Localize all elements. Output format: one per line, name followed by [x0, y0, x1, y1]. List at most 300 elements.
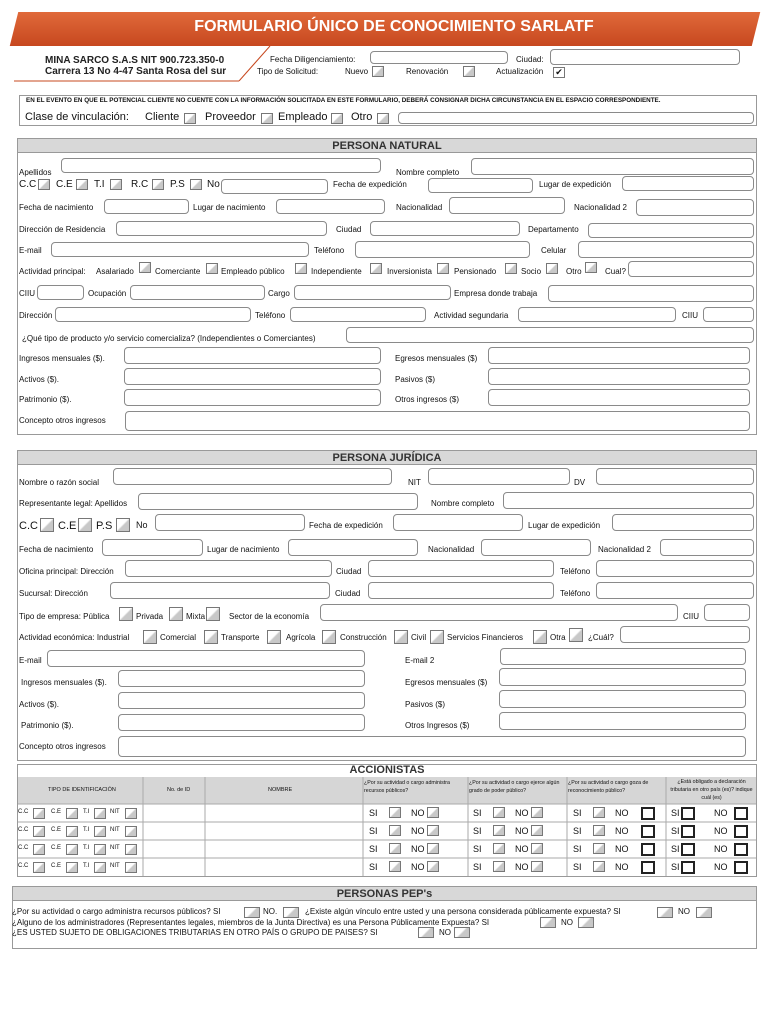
- actualizacion-checkbox[interactable]: ✔: [553, 67, 565, 78]
- acc-h-nombre: NOMBRE: [268, 787, 293, 793]
- otrosing-pj-input[interactable]: [499, 712, 746, 730]
- acc-row-no-label: NO: [411, 808, 425, 818]
- acc-row-no-checkbox[interactable]: [427, 807, 439, 818]
- cliente-checkbox[interactable]: [184, 113, 196, 124]
- ps-pj-checkbox[interactable]: [116, 518, 130, 532]
- acc-row-si-checkbox[interactable]: [493, 807, 505, 818]
- doc-pj-input[interactable]: [155, 514, 305, 531]
- publica-checkbox[interactable]: [119, 607, 133, 621]
- acc-row-nit-label: NIT: [110, 827, 120, 833]
- ingm-pj-label: Ingresos mensuales ($).: [21, 678, 107, 687]
- ocup-label: Ocupación: [88, 289, 127, 298]
- act-label: Actividad principal:: [19, 267, 86, 276]
- acc-row-nit-checkbox[interactable]: [125, 862, 137, 873]
- rc-checkbox[interactable]: [152, 179, 164, 190]
- acc-row-si-checkbox[interactable]: [389, 843, 401, 854]
- persona-juridica-title: PERSONA JURÍDICA: [18, 451, 756, 465]
- acc-row-si-checkbox[interactable]: [593, 843, 605, 854]
- nombre-pj-input[interactable]: [503, 492, 754, 509]
- rep-input[interactable]: [138, 493, 418, 510]
- suc-label: Sucursal: Dirección: [19, 589, 88, 598]
- fnac-pj-label: Fecha de nacimiento: [19, 545, 94, 554]
- pen-label: Pensionado: [454, 267, 497, 276]
- rc-label: R.C: [131, 179, 149, 190]
- email-pn-input[interactable]: [51, 242, 309, 257]
- pep-l1-si-checkbox[interactable]: [244, 907, 260, 918]
- ce-checkbox[interactable]: [76, 179, 88, 190]
- ind-label: Independiente: [311, 267, 362, 276]
- acc-row-ce-label: C.E: [51, 845, 62, 851]
- otra-checkbox[interactable]: [569, 628, 583, 642]
- tel-pn-label: Teléfono: [314, 246, 345, 255]
- ingm-pn-input[interactable]: [124, 347, 381, 364]
- pasivos-pn-label: Pasivos ($): [395, 375, 436, 384]
- comercial-label: Comercial: [160, 633, 197, 642]
- cel-input[interactable]: [578, 241, 754, 258]
- pep-l3-no-checkbox[interactable]: [454, 927, 470, 938]
- razon-input[interactable]: [113, 468, 392, 485]
- acc-row-ti-checkbox[interactable]: [94, 844, 106, 855]
- proveedor-label: Proveedor: [205, 111, 256, 123]
- inv-checkbox[interactable]: [437, 263, 449, 274]
- acc-row-si-label: SI: [671, 826, 680, 836]
- acc-row-cc-checkbox[interactable]: [33, 844, 45, 855]
- acc-row-ti-label: T.I: [83, 809, 90, 815]
- asal-label: Asalariado: [96, 267, 134, 276]
- acc-row-si-checkbox[interactable]: [681, 825, 695, 838]
- nac-input[interactable]: [449, 197, 565, 214]
- acc-row-no-checkbox[interactable]: [531, 843, 543, 854]
- acc-row-si-label: SI: [369, 844, 378, 854]
- acteco-label: Actividad económica: Industrial: [19, 633, 130, 642]
- acc-row-no-checkbox[interactable]: [531, 807, 543, 818]
- nac-label: Nacionalidad: [396, 203, 443, 212]
- acc-row-si-checkbox[interactable]: [389, 807, 401, 818]
- accionistas-title: ACCIONISTAS: [349, 764, 425, 776]
- industrial-checkbox[interactable]: [143, 630, 157, 644]
- acc-row-no-label: NO: [714, 808, 728, 818]
- acc-row-no-label: NO: [411, 862, 425, 872]
- renovacion-checkbox[interactable]: [463, 66, 475, 77]
- apellidos-input[interactable]: [61, 158, 381, 173]
- pep-l1b: NO.: [263, 907, 278, 916]
- ciiu-pj-label: CIIU: [683, 612, 699, 621]
- notice-text: EN EL EVENTO EN QUE EL POTENCIAL CLIENTE NO CUENTE CON LA INFORMACIÓN SOLICITADA EN ESTE FORMULARIO, DEBERÁ CONSIGNAR DICHA CIRCUNSTANCIA EN EL ESPACIO CORRESPONDIENTE.: [26, 97, 661, 104]
- pep-l2-si-checkbox[interactable]: [540, 917, 556, 928]
- pep-l2a: ¿Alguno de los administradores (Representantes legales, miembros de la Junta Directiva) es una Persona Públicamente Expuesta? SI: [12, 918, 490, 927]
- acc-h-recursos: ¿Por su actividad o cargo administra recursos públicos?: [364, 780, 450, 794]
- soc-checkbox[interactable]: [546, 263, 558, 274]
- acc-row-ce-label: C.E: [51, 827, 62, 833]
- empresa-label: Empresa donde trabaja: [454, 289, 538, 298]
- pep-l3a: ¿ES USTED SUJETO DE OBLIGACIONES TRIBUTARIAS EN OTRO PAÍS O GRUPO DE PAISES? SI: [12, 928, 378, 937]
- tel-pj-label: Teléfono: [560, 567, 591, 576]
- acc-row-no-label: NO: [515, 844, 529, 854]
- acc-row-nit-checkbox[interactable]: [125, 826, 137, 837]
- nuevo-label: Nuevo: [345, 67, 369, 76]
- acc-row-si-checkbox[interactable]: [593, 807, 605, 818]
- emp-checkbox[interactable]: [295, 263, 307, 274]
- activos-pj-input[interactable]: [118, 692, 365, 709]
- acc-row-ce-label: C.E: [51, 863, 62, 869]
- nac-pj-input[interactable]: [481, 539, 591, 556]
- proveedor-checkbox[interactable]: [261, 113, 273, 124]
- cual-input[interactable]: [628, 261, 754, 277]
- lexp-pj-label: Lugar de expedición: [528, 521, 601, 530]
- agricola-label: Agrícola: [286, 633, 316, 642]
- construccion-checkbox[interactable]: [394, 630, 408, 644]
- acc-row-si-checkbox[interactable]: [593, 825, 605, 836]
- fnac-input[interactable]: [104, 199, 189, 214]
- fnac-pj-input[interactable]: [102, 539, 203, 556]
- ocup-input[interactable]: [130, 285, 265, 300]
- doc-number-input[interactable]: [221, 179, 328, 194]
- acc-row-ti-label: T.I: [83, 863, 90, 869]
- ti-checkbox[interactable]: [110, 179, 122, 190]
- inv-label: Inversionista: [387, 267, 432, 276]
- acc-row-no-label: NO: [411, 844, 425, 854]
- lnac-pj-input[interactable]: [288, 539, 418, 556]
- nombre-label: Nombre completo: [396, 168, 460, 177]
- ofi-label: Oficina principal: Dirección: [19, 567, 114, 576]
- lexp-pj-input[interactable]: [612, 514, 754, 531]
- acc-row-nit-label: NIT: [110, 863, 120, 869]
- pep-l1c: ¿Existe algún vínculo entre usted y una persona considerada públicamente expuesta? SI: [305, 907, 621, 916]
- ciudad-pj-input[interactable]: [368, 560, 554, 577]
- acc-row-ce-checkbox[interactable]: [66, 862, 78, 873]
- acc-row-cc-label: C.C: [18, 809, 29, 815]
- acc-row-ce-checkbox[interactable]: [66, 826, 78, 837]
- ofi-input[interactable]: [125, 560, 332, 577]
- email2-pj-label: E-mail 2: [405, 656, 435, 665]
- lnac-input[interactable]: [276, 199, 385, 214]
- acc-row-si-label: SI: [671, 862, 680, 872]
- acc-row-cc-label: C.C: [18, 827, 29, 833]
- acc-row-si-label: SI: [473, 844, 482, 854]
- email2-pj-input[interactable]: [500, 648, 746, 665]
- fexp-pj-input[interactable]: [393, 514, 523, 531]
- acc-row-ce-label: C.E: [51, 809, 62, 815]
- cargo-input[interactable]: [294, 285, 451, 300]
- acc-row-no-label: NO: [714, 844, 728, 854]
- ciiu2-input[interactable]: [703, 307, 754, 322]
- cc-label: C.C: [19, 179, 37, 190]
- sector-input[interactable]: [320, 604, 678, 621]
- empresa-input[interactable]: [548, 285, 754, 302]
- pep-l1c-si-checkbox[interactable]: [657, 907, 673, 918]
- pep-l2-no-checkbox[interactable]: [578, 917, 594, 928]
- acc-row-si-label: SI: [573, 826, 582, 836]
- acc-row-si-label: SI: [473, 826, 482, 836]
- ciudad-pj-label: Ciudad: [336, 567, 362, 576]
- tipo-label: Tipo de Solicitud:: [257, 67, 319, 76]
- acc-row-ti-checkbox[interactable]: [94, 862, 106, 873]
- acc-row-no-checkbox[interactable]: [531, 861, 543, 872]
- ciiu2-label: CIIU: [682, 311, 698, 320]
- cc-checkbox[interactable]: [38, 179, 50, 190]
- acc-row-si-label: SI: [473, 808, 482, 818]
- actsec-input[interactable]: [518, 307, 676, 322]
- pasivos-pj-label: Pasivos ($): [405, 700, 446, 709]
- cliente-label: Cliente: [145, 111, 180, 123]
- acc-row-no-checkbox[interactable]: [734, 843, 748, 856]
- comercial-checkbox[interactable]: [204, 630, 218, 644]
- patrimonio-pn-input[interactable]: [124, 389, 381, 406]
- nac-pj-label: Nacionalidad: [428, 545, 475, 554]
- direccion-input[interactable]: [55, 307, 251, 322]
- pasivos-pj-input[interactable]: [499, 690, 746, 708]
- form-title: FORMULARIO ÚNICO DE CONOCIMIENTO SARLATF: [194, 18, 594, 35]
- acc-row-no-checkbox[interactable]: [427, 861, 439, 872]
- acc-h-reconocimiento: ¿Por su actividad o cargo goza de reconocimiento público?: [568, 780, 649, 794]
- cual-pj-label: ¿Cuál?: [588, 633, 614, 642]
- nombre-pj-label: Nombre completo: [431, 499, 495, 508]
- actualizacion-label: Actualización: [496, 67, 544, 76]
- acc-row-si-label: SI: [671, 808, 680, 818]
- acc-row-no-checkbox[interactable]: [641, 825, 655, 838]
- civil-checkbox[interactable]: [430, 630, 444, 644]
- depto-input[interactable]: [588, 223, 754, 238]
- fecha-label: Fecha Diligenciamiento:: [270, 55, 356, 64]
- servicios-checkbox[interactable]: [533, 630, 547, 644]
- sector-label: Sector de la economía: [229, 612, 310, 621]
- acc-h-tributaria: ¿Está obligado a declaración tributaria en otro país (es)? indique cuál (es): [670, 779, 753, 801]
- nac2-pj-input[interactable]: [660, 539, 754, 556]
- acc-row-no-label: NO: [714, 826, 728, 836]
- otrosing-pn-input[interactable]: [488, 389, 750, 406]
- privada-checkbox[interactable]: [169, 607, 183, 621]
- dv-input[interactable]: [596, 468, 754, 485]
- tel2-pj-input[interactable]: [596, 582, 754, 599]
- acc-row-nit-checkbox[interactable]: [125, 808, 137, 819]
- acc-row-si-checkbox[interactable]: [389, 825, 401, 836]
- tel2-pj-label: Teléfono: [560, 589, 591, 598]
- concepto-pj-label: Concepto otros ingresos: [19, 742, 106, 751]
- pep-l2b: NO: [561, 918, 573, 927]
- acc-row-nit-label: NIT: [110, 809, 120, 815]
- ciudad-pn-input[interactable]: [370, 221, 520, 236]
- producto-label: ¿Qué tipo de producto y/o servicio comercializa? (Independientes o Comerciantes): [22, 334, 316, 343]
- ciiu-label: CIIU: [19, 289, 35, 298]
- otro-label: Otro: [351, 111, 373, 123]
- ce-label: C.E: [56, 179, 73, 190]
- acc-row-nit-checkbox[interactable]: [125, 844, 137, 855]
- acc-row-no-checkbox[interactable]: [427, 843, 439, 854]
- tel-pj-input[interactable]: [596, 560, 754, 577]
- ingm-pj-input[interactable]: [118, 670, 365, 687]
- pasivos-pn-input[interactable]: [488, 368, 750, 385]
- egm-pj-input[interactable]: [499, 668, 746, 686]
- tel-pn-input[interactable]: [355, 241, 530, 258]
- civil-label: Civil: [411, 633, 427, 642]
- nombre-input[interactable]: [471, 158, 754, 175]
- acc-row-no-checkbox[interactable]: [427, 825, 439, 836]
- nuevo-checkbox[interactable]: [372, 66, 384, 77]
- nac2-label: Nacionalidad 2: [574, 203, 627, 212]
- email-pj-input[interactable]: [47, 650, 365, 667]
- acc-row-ti-checkbox[interactable]: [94, 808, 106, 819]
- transporte-label: Transporte: [221, 633, 260, 642]
- vinculacion-label: Clase de vinculación:: [25, 111, 129, 123]
- acc-row-cc-label: C.C: [18, 863, 29, 869]
- privada-label: Privada: [136, 612, 164, 621]
- company-address: Carrera 13 No 4-47 Santa Rosa del sur: [45, 66, 227, 77]
- acc-row-ti-checkbox[interactable]: [94, 826, 106, 837]
- ciiu-input[interactable]: [37, 285, 84, 300]
- acc-row-no-checkbox[interactable]: [734, 861, 748, 874]
- activos-pn-input[interactable]: [124, 368, 381, 385]
- patrimonio-pj-input[interactable]: [118, 714, 365, 731]
- fexp-label: Fecha de expedición: [333, 180, 407, 189]
- asal-checkbox[interactable]: [139, 262, 151, 273]
- otra-label: Otra: [550, 633, 566, 642]
- acc-row-si-checkbox[interactable]: [593, 861, 605, 872]
- ps-checkbox[interactable]: [190, 179, 202, 190]
- pep-l1a: ¿Por su actividad o cargo administra recursos públicos? SI: [12, 907, 221, 916]
- acc-row-ce-checkbox[interactable]: [66, 808, 78, 819]
- acc-row-no-label: NO: [615, 808, 629, 818]
- acc-row-ce-checkbox[interactable]: [66, 844, 78, 855]
- nit-input[interactable]: [428, 468, 570, 485]
- acc-row-si-checkbox[interactable]: [493, 843, 505, 854]
- acc-row-nit-label: NIT: [110, 845, 120, 851]
- acc-row-cc-label: C.C: [18, 845, 29, 851]
- acc-row-no-label: NO: [615, 862, 629, 872]
- nac2-input[interactable]: [636, 199, 754, 216]
- acc-row-si-checkbox[interactable]: [681, 807, 695, 820]
- com-checkbox[interactable]: [206, 263, 218, 274]
- construccion-label: Construcción: [340, 633, 387, 642]
- acc-row-cc-checkbox[interactable]: [33, 808, 45, 819]
- suc-input[interactable]: [110, 582, 330, 599]
- transporte-checkbox[interactable]: [267, 630, 281, 644]
- rep-label: Representante legal: Apellidos: [19, 499, 128, 508]
- ciiu-pj-input[interactable]: [704, 604, 750, 621]
- otrosing-pn-label: Otros ingresos ($): [395, 395, 460, 404]
- concepto-pn-input[interactable]: [125, 411, 750, 431]
- concepto-pj-input[interactable]: [118, 736, 746, 757]
- depto-label: Departamento: [528, 225, 579, 234]
- pep-l3b: NO: [439, 928, 451, 937]
- ce-pj-checkbox[interactable]: [78, 518, 92, 532]
- acc-row-no-checkbox[interactable]: [641, 843, 655, 856]
- fexp-pj-label: Fecha de expedición: [309, 521, 383, 530]
- ciudad2-pj-input[interactable]: [368, 582, 554, 599]
- acc-row-ti-label: T.I: [83, 845, 90, 851]
- dir-label: Dirección de Residencia: [19, 225, 106, 234]
- nac2-pj-label: Nacionalidad 2: [598, 545, 651, 554]
- acc-row-si-checkbox[interactable]: [493, 861, 505, 872]
- acc-row-si-checkbox[interactable]: [681, 843, 695, 856]
- producto-input[interactable]: [346, 327, 754, 343]
- otro-pn-label: Otro: [566, 267, 582, 276]
- acc-row-cc-checkbox[interactable]: [33, 826, 45, 837]
- ciudad-pn-label: Ciudad: [336, 225, 362, 234]
- acc-row-si-label: SI: [473, 862, 482, 872]
- lexp-label: Lugar de expedición: [539, 180, 612, 189]
- lnac-label: Lugar de nacimiento: [193, 203, 266, 212]
- egm-pn-label: Egresos mensuales ($): [395, 354, 478, 363]
- acc-row-si-label: SI: [573, 808, 582, 818]
- concepto-pn-label: Concepto otros ingresos: [19, 416, 106, 425]
- cc-pj-checkbox[interactable]: [40, 518, 54, 532]
- apellidos-label: Apellidos: [19, 168, 52, 177]
- pep-l3-si-checkbox[interactable]: [418, 927, 434, 938]
- empleado-checkbox[interactable]: [331, 113, 343, 124]
- mixta-checkbox[interactable]: [206, 607, 220, 621]
- ti-label: T.I: [94, 179, 105, 190]
- otrosing-pj-label: Otros Ingresos ($): [405, 721, 470, 730]
- acc-row-no-label: NO: [515, 826, 529, 836]
- dir-input[interactable]: [116, 221, 327, 236]
- ps-label: P.S: [170, 179, 185, 190]
- acc-row-no-label: NO: [615, 826, 629, 836]
- otro-input[interactable]: [398, 112, 754, 124]
- com-label: Comerciante: [155, 267, 201, 276]
- renovacion-label: Renovación: [406, 67, 449, 76]
- acc-row-si-checkbox[interactable]: [681, 861, 695, 874]
- acc-row-si-label: SI: [369, 862, 378, 872]
- no-pj-label: No: [136, 520, 148, 530]
- acc-row-no-label: NO: [411, 826, 425, 836]
- fecha-input[interactable]: [370, 51, 508, 64]
- egm-pj-label: Egresos mensuales ($): [405, 678, 488, 687]
- ind-checkbox[interactable]: [370, 263, 382, 274]
- telefono-input[interactable]: [290, 307, 426, 322]
- cual-pj-input[interactable]: [620, 626, 750, 643]
- egm-pn-input[interactable]: [488, 347, 750, 364]
- lnac-pj-label: Lugar de nacimiento: [207, 545, 280, 554]
- pen-checkbox[interactable]: [505, 263, 517, 274]
- acc-row-si-checkbox[interactable]: [389, 861, 401, 872]
- ps-pj-label: P.S: [96, 520, 113, 532]
- acc-row-no-checkbox[interactable]: [531, 825, 543, 836]
- patrimonio-pn-label: Patrimonio ($).: [19, 395, 72, 404]
- activos-pn-label: Activos ($).: [19, 375, 60, 384]
- email-pj-label: E-mail: [19, 656, 42, 665]
- patrimonio-pj-label: Patrimonio ($).: [21, 721, 74, 730]
- otro-checkbox[interactable]: [377, 113, 389, 124]
- acc-row-no-label: NO: [515, 808, 529, 818]
- acc-row-si-label: SI: [573, 862, 582, 872]
- acc-row-ti-label: T.I: [83, 827, 90, 833]
- company-name: MINA SARCO S.A.S NIT 900.723.350-0: [45, 55, 225, 66]
- tipo-emp-label: Tipo de empresa: Pública: [19, 612, 110, 621]
- acc-row-no-checkbox[interactable]: [641, 861, 655, 874]
- acc-h-poder: ¿Por su actividad o cargo ejerce algún grado de poder público?: [469, 780, 560, 794]
- acc-row-no-checkbox[interactable]: [641, 807, 655, 820]
- cel-label: Celular: [541, 246, 567, 255]
- pep-title: PERSONAS PEP's: [13, 887, 756, 901]
- acc-row-si-label: SI: [369, 808, 378, 818]
- header-divider: [14, 46, 274, 86]
- ciudad2-pj-label: Ciudad: [335, 589, 361, 598]
- cc-pj-label: C.C: [19, 520, 38, 532]
- acc-row-no-checkbox[interactable]: [734, 825, 748, 838]
- ciudad-input[interactable]: [550, 49, 740, 65]
- acc-row-cc-checkbox[interactable]: [33, 862, 45, 873]
- servicios-label: Servicios Financieros: [447, 633, 524, 642]
- acc-row-si-checkbox[interactable]: [493, 825, 505, 836]
- agricola-checkbox[interactable]: [322, 630, 336, 644]
- acc-row-no-checkbox[interactable]: [734, 807, 748, 820]
- fexp-input[interactable]: [428, 178, 533, 193]
- lexp-input[interactable]: [622, 176, 754, 191]
- pep-l1c-no-checkbox[interactable]: [696, 907, 712, 918]
- pep-l1-no-checkbox[interactable]: [283, 907, 299, 918]
- otro-pn-checkbox[interactable]: [585, 262, 597, 273]
- ce-pj-label: C.E: [58, 520, 77, 532]
